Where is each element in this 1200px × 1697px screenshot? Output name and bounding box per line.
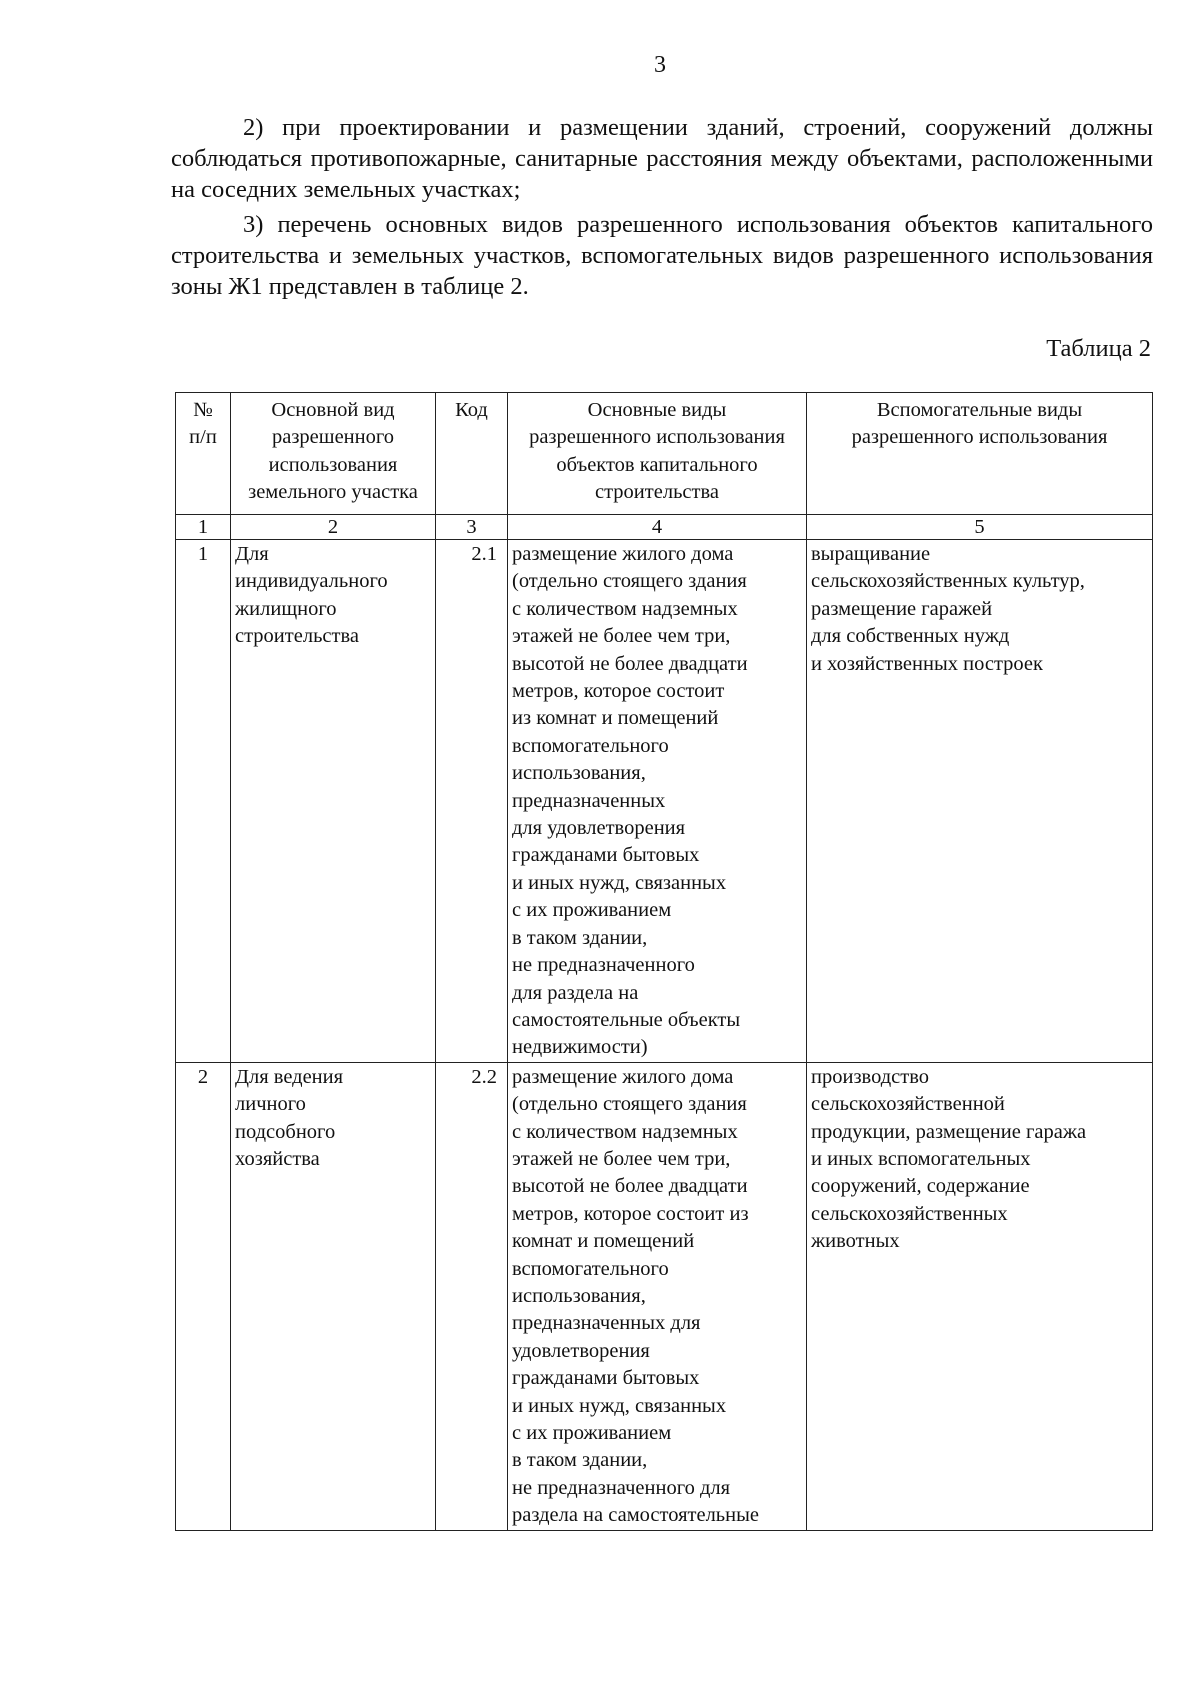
row-land-use-type: Для индивидуального жилищного строительства [231,540,436,1063]
row-code: 2.2 [436,1062,508,1530]
row-land-use-type: Для ведения личного подсобного хозяйства [231,1062,436,1530]
column-index: 4 [508,515,807,540]
row-number: 1 [176,540,231,1063]
table-column-index-row [176,515,1153,540]
table-header-row [176,393,1153,515]
paragraph-2-text: 2) при проектировании и размещении зданий, строений, сооружений должны соблюдаться противопожарные, санитарные расстояния между объектами, расположенными на соседних земельных участках; [171,114,1153,203]
paragraph-3 [171,209,1153,302]
paragraph-2 [171,112,1153,205]
header-number: № п/п [176,393,231,515]
row-aux-uses: производство сельскохозяйственной продукции, размещение гаража и иных вспомогательных сооружений, содержание сельскохозяйственных животных [807,1062,1153,1530]
header-land-use-type: Основной вид разрешенного использования земельного участка [231,393,436,515]
page-number: 3 [654,52,666,78]
column-index: 5 [807,515,1153,540]
row-main-uses: размещение жилого дома (отдельно стоящего здания с количеством надземных этажей не более чем три, высотой не более двадцати метров, которое состоит из комнат и помещений вспомогательного использования, предназначенных для удовлетворения гражданами бытовых и иных нужд, связанных с их проживанием в таком здании, не предназначенного для раздела на самостоятельные объекты недвижимости) [508,540,807,1063]
table-caption: Таблица 2 [1046,335,1151,362]
column-index: 3 [436,515,508,540]
table-row [176,1062,1153,1530]
land-use-table [175,392,1153,1531]
header-code: Код [436,393,508,515]
column-index: 1 [176,515,231,540]
header-main-uses: Основные виды разрешенного использования объектов капитального строительства [508,393,807,515]
paragraph-3-text: 3) перечень основных видов разрешенного использования объектов капитального строительства и земельных участков, вспомогательных видов разрешенного использования зоны Ж1 представлен в таблице 2. [171,211,1153,300]
table-row [176,540,1153,1063]
row-main-uses: размещение жилого дома (отдельно стоящего здания с количеством надземных этажей не более чем три, высотой не более двадцати метров, которое состоит из комнат и помещений вспомогательного использования, предназначенных для удовлетворения гражданами бытовых и иных нужд, связанных с их проживанием в таком здании, не предназначенного для раздела на самостоятельные [508,1062,807,1530]
row-number: 2 [176,1062,231,1530]
row-aux-uses: выращивание сельскохозяйственных культур, размещение гаражей для собственных нужд и хозяйственных построек [807,540,1153,1063]
row-code: 2.1 [436,540,508,1063]
header-aux-uses: Вспомогательные виды разрешенного использования [807,393,1153,515]
column-index: 2 [231,515,436,540]
